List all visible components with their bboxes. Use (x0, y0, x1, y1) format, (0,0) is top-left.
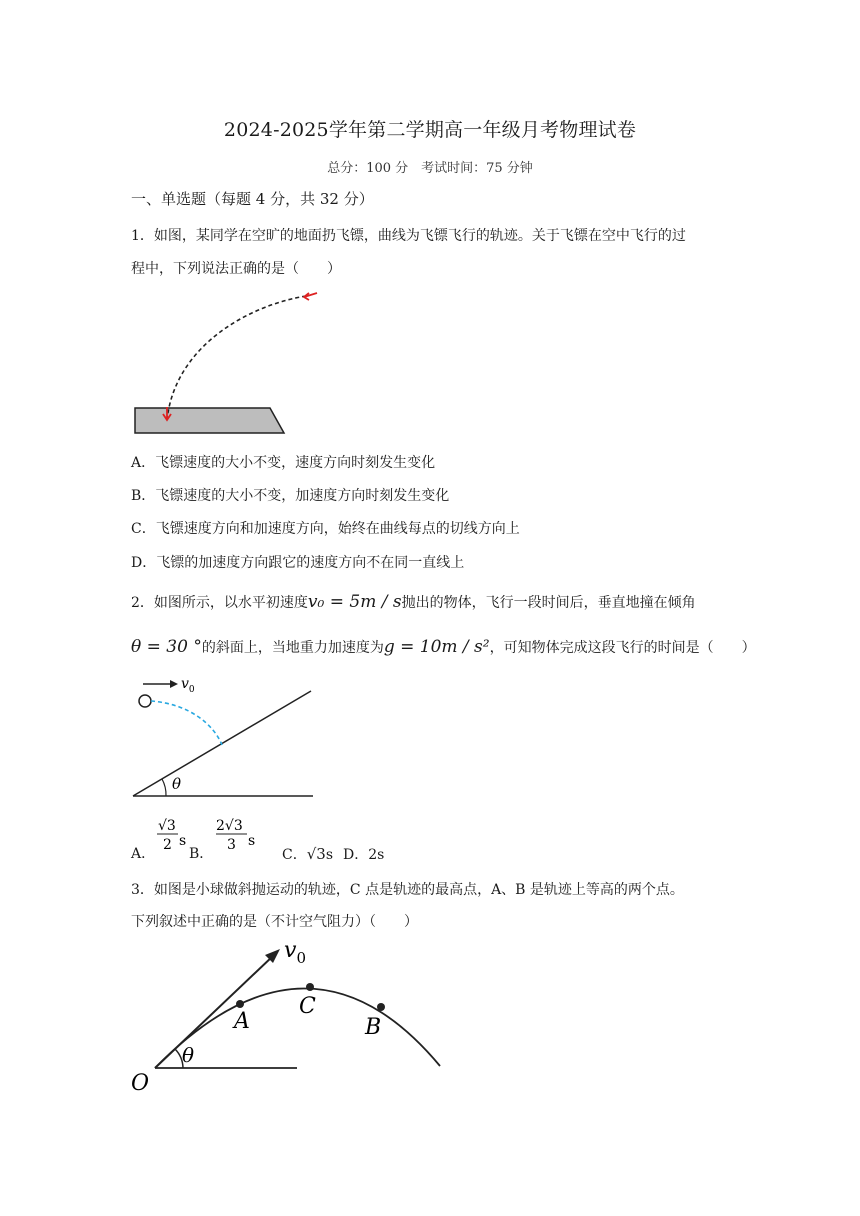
v0-vector (155, 955, 274, 1068)
svg-text:2: 2 (163, 837, 172, 853)
q2-stem2-post: ，可知物体完成这段飞行的时间是（ ） (489, 640, 756, 656)
q2-stem1-pre: 2．如图所示，以水平初速度 (131, 595, 308, 611)
point-a (236, 1000, 244, 1008)
label-theta: θ (182, 1043, 195, 1067)
q2-stem2-mid: 的斜面上，当地重力加速度为 (201, 640, 384, 656)
point-b (377, 1003, 385, 1011)
q1-option-c: C．飞镖速度方向和加速度方向，始终在曲线每点的切线方向上 (131, 521, 520, 537)
exam-info: 总分：100 分 考试时间：75 分钟 (327, 161, 533, 176)
q3-stem-line1: 3．如图是小球做斜抛运动的轨迹，C 点是轨迹的最高点，A、B 是轨迹上等高的两个点。 (131, 882, 684, 898)
section-heading: 一、单选题（每题 4 分，共 32 分） (131, 190, 374, 208)
q2-option-c-label: C． (282, 847, 307, 863)
theta-label: θ (172, 775, 182, 793)
label-b: B (365, 1015, 382, 1040)
q2-option-a-label: A． (131, 846, 156, 862)
q2-option-c-unit: s (325, 847, 334, 863)
svg-text:s: s (248, 833, 256, 849)
v0-formula: v₀ = 5m / s (307, 592, 402, 612)
label-v0: $v_0$ (284, 938, 306, 967)
svg-text:2√3: 2√3 (216, 818, 243, 834)
point-c (306, 983, 314, 991)
svg-text:√3: √3 (158, 818, 176, 834)
svg-text:s: s (179, 833, 187, 849)
q2-option-d-label: D． (343, 847, 369, 863)
q1-stem-line1: 1．如图，某同学在空旷的地面扔飞镖，曲线为飞镖飞行的轨迹。关于飞镖在空中飞行的过 (131, 228, 686, 244)
exam-title: 2024-2025学年第二学期高一年级月考物理试卷 (223, 119, 637, 141)
q2-option-d-value: 2s (368, 847, 385, 863)
theta-formula: θ = 30 ° (131, 637, 202, 657)
label-a: A (234, 1009, 250, 1034)
svg-text:3: 3 (227, 837, 236, 853)
q1-option-a: A．飞镖速度的大小不变，速度方向时刻发生变化 (131, 455, 436, 471)
q3-stem-line2: 下列叙述中正确的是（不计空气阻力）（ ） (131, 914, 418, 930)
q2-option-c-value: √3 (306, 845, 326, 863)
v0-label: $v_0$ (181, 676, 195, 695)
q2-option-b-label: B． (189, 846, 214, 862)
g-formula: g = 10m / s² (383, 637, 490, 657)
label-c: C (299, 994, 316, 1019)
q1-stem-line2: 程中，下列说法正确的是（ ） (131, 261, 341, 277)
q1-option-d: D．飞镖的加速度方向跟它的速度方向不在同一直线上 (131, 555, 465, 571)
label-o: O (131, 1071, 150, 1096)
q2-stem1-post: 抛出的物体，飞行一段时间后，垂直地撞在倾角 (401, 595, 696, 611)
q1-option-b: B．飞镖速度的大小不变，加速度方向时刻发生变化 (131, 488, 450, 504)
